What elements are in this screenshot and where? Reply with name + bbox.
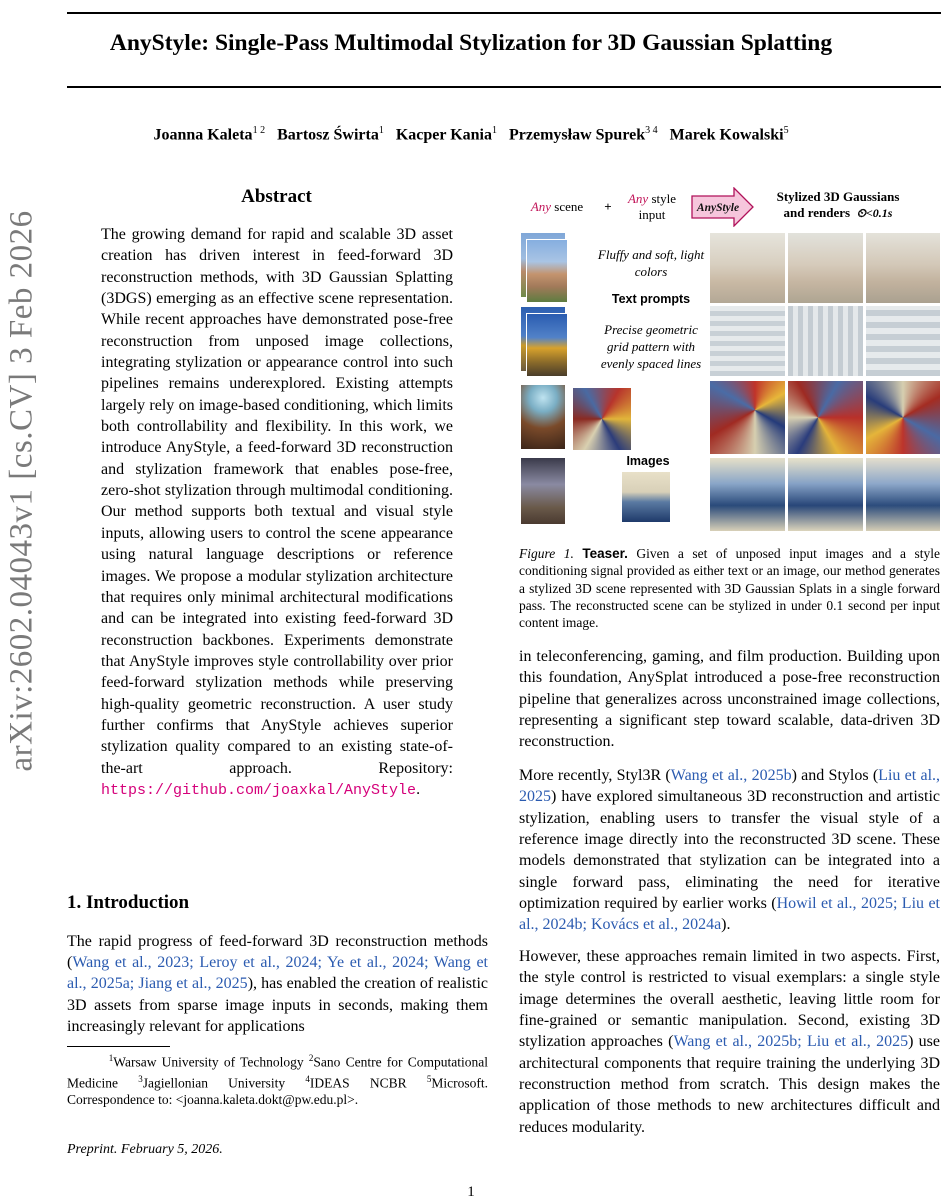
render-grid-1 xyxy=(710,306,785,376)
render-cubist-1 xyxy=(710,381,785,454)
anystyle-arrow-icon xyxy=(690,187,755,227)
render-wave-1 xyxy=(710,458,785,531)
author: Bartosz Świrta xyxy=(277,126,379,144)
input-image-palace xyxy=(527,240,567,302)
text-prompt-1: Fluffy and soft, light colors xyxy=(597,247,705,279)
render-fluffy-2 xyxy=(788,233,863,303)
right-paragraph-1: in teleconferencing, gaming, and film production. Building upon this foundation, AnySplat introduced a pose-free reconstruction pipeline that generalizes across unconstrained image collections, representing a significant step toward scalable, data-driven 3D reconstruction. xyxy=(519,648,940,751)
plus-sign: + xyxy=(604,199,612,214)
render-fluffy-1 xyxy=(710,233,785,303)
abstract-heading: Abstract xyxy=(241,186,312,207)
figure-caption: Figure 1. Teaser. Given a set of unposed input images and a style conditioning signal provided as either text or an image, our method generates a stylized 3D scene represented with 3D Gaussian Splats in a single forward pass. The reconstructed scene can be stylized in under 0.1 second per input content image. xyxy=(519,546,940,631)
style-image-cubist xyxy=(573,388,631,450)
render-cubist-3 xyxy=(866,381,940,454)
output-header: Stylized 3D Gaussians and renders ⏲<0.1s xyxy=(776,189,900,220)
style-input-header: Any style input xyxy=(627,191,677,222)
right-paragraph-3: However, these approaches remain limited in two aspects. First, the style control is restricted to visual exemplars: a single style image determines the overall aesthetic, leaving little room for fine-grained or semantic manipulation. Second, existing 3D stylization approaches (Wang et al., 2025b; Liu et al., 2025) use architectural components that require training the underlying 3D reconstruction method from scratch. This design makes the application of those methods to new architectures difficult and reduces modularity. xyxy=(519,948,940,1136)
render-cubist-2 xyxy=(788,381,863,454)
arrow-label: AnyStyle xyxy=(696,202,740,214)
input-image-dome-back xyxy=(521,385,565,449)
citation-link[interactable]: Wang et al., 2025b; Liu et al., 2025 xyxy=(673,1033,909,1051)
title-rule xyxy=(67,86,941,88)
scene-header: Any scene xyxy=(530,199,584,214)
intro-paragraph: The rapid progress of feed-forward 3D reconstruction methods (Wang et al., 2023; Leroy et al., 2024; Ye et al., 2024; Wang et al., 2025a; Jiang et al., 2025), has enabled the creation of realistic 3D assets from sparse image inputs in seconds, making them increasingly relevant for applications xyxy=(67,933,488,1035)
author: Kacper Kania xyxy=(395,126,492,144)
arxiv-stamp: arXiv:2602.04043v1 [cs.CV] 3 Feb 2026 xyxy=(3,210,40,772)
right-paragraph-2: More recently, Styl3R (Wang et al., 2025b) and Stylos (Liu et al., 2025) have explored simultaneous 3D reconstruction and artistic stylization, enabling users to transfer the visual style of a reference image directly into the reconstructed 3D scene. These models demonstrated that stylization can be integrated into a single forward pass, eliminating the need for iterative optimization required by earlier works (Howil et al., 2025; Liu et al., 2024b; Kovács et al., 2024a). xyxy=(519,767,941,934)
page-number: 1 xyxy=(467,1184,475,1200)
render-wave-3 xyxy=(866,458,940,531)
abstract-body: The growing demand for rapid and scalable 3D asset creation has driven interest in feed-forward 3D reconstruction methods, with 3D Gaussian Splatting (3DGS) emerging as an effective scene representation. While recent approaches have demonstrated pose-free reconstruction from unposed image collections, integrating stylization or appearance control into such pipelines remains underexplored. Existing attempts largely rely on image-based conditioning, which limits both controllability and flexibility. In this work, we introduce AnyStyle, a feed-forward 3D reconstruction and stylization framework that enables pose-free, zero-shot stylization through multimodal conditioning. Our method supports both textual and visual style inputs, allowing users to control the scene appearance using natural language descriptions or reference images. We propose a modular stylization architecture that requires only minimal architectural modifications and can be integrated into existing feed-forward 3D reconstruction backbones. Experiments demonstrate that AnyStyle improves style controllability over prior feed-forward stylization methods while preserving high-quality geometric reconstruction. A user study further confirms that AnyStyle achieves superior stylization quality compared to an existing state-of-the-art approach. Repository: https://github.com/joaxkal/AnyStyle. xyxy=(101,226,453,799)
render-fluffy-3 xyxy=(866,233,940,303)
input-image-truck xyxy=(527,314,567,376)
paper-title: AnyStyle: Single-Pass Multimodal Stylization for 3D Gaussian Splatting xyxy=(109,30,833,56)
author: Joanna Kaleta xyxy=(153,126,253,144)
clock-icon: ⏲ xyxy=(856,206,866,220)
text-prompts-label: Text prompts xyxy=(611,292,691,306)
citation-link[interactable]: Howil et al., 2025; Liu et al., 2024b; Kovács et al., 2024a xyxy=(519,895,940,934)
intro-heading: 1. Introduction xyxy=(67,892,190,913)
images-label: Images xyxy=(626,454,670,468)
footnote: $^1$Warsaw University of Technology $^2$Sano Centre for Computational Medicine $^3$Jagiellonian University $^4$IDEAS NCBR $^5$Microsoft. Correspondence to: <joanna.kaleta.dokt@pw.edu.pl>. xyxy=(67,1053,489,1107)
render-grid-2 xyxy=(788,306,863,376)
author: Marek Kowalski xyxy=(669,126,784,144)
author: Przemysław Spurek xyxy=(508,126,646,144)
citation-link[interactable]: Wang et al., 2025b xyxy=(670,767,792,784)
text-prompt-2: Precise geometric grid pattern with evenly spaced lines xyxy=(600,322,702,371)
render-grid-3 xyxy=(866,306,940,376)
style-image-great-wave xyxy=(622,472,670,522)
preprint-note: Preprint. February 5, 2026. xyxy=(67,1142,223,1157)
repo-link[interactable]: https://github.com/joaxkal/AnyStyle xyxy=(101,781,417,799)
render-wave-2 xyxy=(788,458,863,531)
top-rule xyxy=(67,12,941,14)
citation-link[interactable]: Liu et al., 2025 xyxy=(519,767,941,806)
citation-link[interactable]: Wang et al., 2023; Leroy et al., 2024; Ye et al., 2024; Wang et al., 2025a; Jiang et al., 2025 xyxy=(67,954,488,993)
footnote-rule xyxy=(67,1046,170,1047)
author-list: Joanna Kaleta$^{1 2}$ Bartosz Świrta$^1$ Kacper Kania$^1$ Przemysław Spurek$^{3 4}$ Marek Kowalski$^5$ xyxy=(153,125,789,144)
input-image-hall xyxy=(521,458,565,524)
